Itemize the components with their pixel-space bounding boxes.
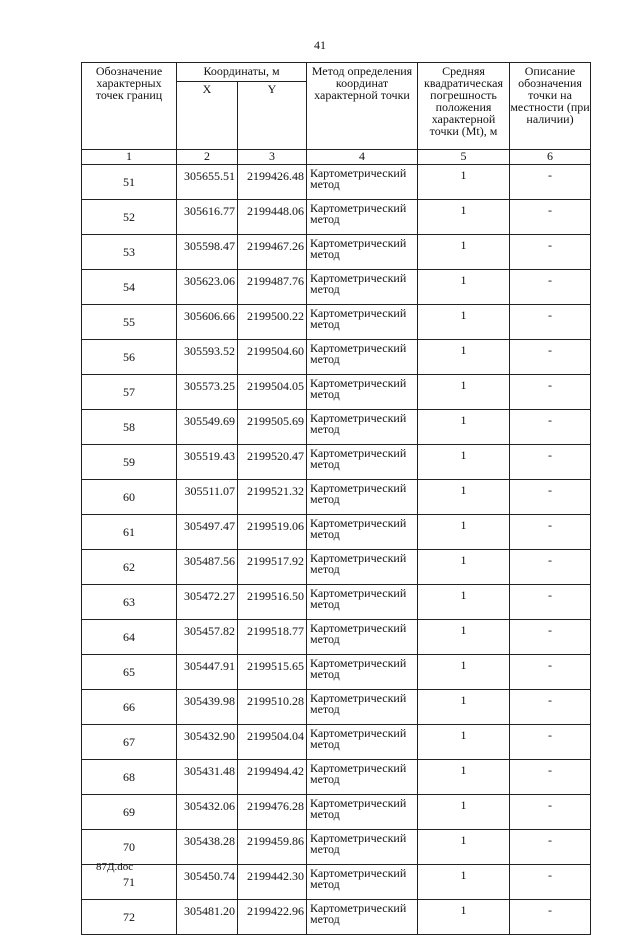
y-coordinate-cell: 2199505.69 — [238, 410, 307, 445]
x-coordinate-cell: 305447.91 — [177, 655, 238, 690]
method-cell: Картометрический метод — [307, 830, 418, 865]
accuracy-cell: 1 — [418, 200, 510, 235]
coordinates-table — [81, 62, 591, 935]
y-coordinate-cell: 2199500.22 — [238, 305, 307, 340]
column-number: 4 — [307, 150, 418, 165]
y-coordinate-cell: 2199476.28 — [238, 795, 307, 830]
accuracy-cell: 1 — [418, 445, 510, 480]
method-cell: Картометрический метод — [307, 340, 418, 375]
point-number-cell: 52 — [82, 200, 177, 235]
header-description: Описание обозначения точки на местности (при наличии) — [510, 63, 591, 150]
description-cell: - — [510, 375, 591, 410]
point-number-cell: 60 — [82, 480, 177, 515]
table-row — [82, 165, 591, 200]
y-coordinate-cell: 2199504.05 — [238, 375, 307, 410]
column-number: 5 — [418, 150, 510, 165]
y-coordinate-cell: 2199516.50 — [238, 585, 307, 620]
method-cell: Картометрический метод — [307, 305, 418, 340]
point-number-cell: 68 — [82, 760, 177, 795]
method-cell: Картометрический метод — [307, 165, 418, 200]
point-number-cell: 61 — [82, 515, 177, 550]
accuracy-cell: 1 — [418, 340, 510, 375]
column-number: 6 — [510, 150, 591, 165]
y-coordinate-cell: 2199426.48 — [238, 165, 307, 200]
accuracy-cell: 1 — [418, 235, 510, 270]
point-number-cell: 63 — [82, 585, 177, 620]
table-row — [82, 865, 591, 900]
y-coordinate-cell: 2199515.65 — [238, 655, 307, 690]
point-number-cell: 62 — [82, 550, 177, 585]
point-number-cell: 64 — [82, 620, 177, 655]
y-coordinate-cell: 2199518.77 — [238, 620, 307, 655]
x-coordinate-cell: 305457.82 — [177, 620, 238, 655]
table-row — [82, 655, 591, 690]
point-number-cell: 57 — [82, 375, 177, 410]
y-coordinate-cell: 2199504.60 — [238, 340, 307, 375]
y-coordinate-cell: 2199521.32 — [238, 480, 307, 515]
column-number: 2 — [177, 150, 238, 165]
table-row — [82, 200, 591, 235]
x-coordinate-cell: 305606.66 — [177, 305, 238, 340]
y-coordinate-cell: 2199494.42 — [238, 760, 307, 795]
x-coordinate-cell: 305432.90 — [177, 725, 238, 760]
method-cell: Картометрический метод — [307, 725, 418, 760]
method-cell: Картометрический метод — [307, 585, 418, 620]
table-row — [82, 690, 591, 725]
description-cell: - — [510, 165, 591, 200]
x-coordinate-cell: 305655.51 — [177, 165, 238, 200]
point-number-cell: 56 — [82, 340, 177, 375]
y-coordinate-cell: 2199448.06 — [238, 200, 307, 235]
x-coordinate-cell: 305439.98 — [177, 690, 238, 725]
x-coordinate-cell: 305438.28 — [177, 830, 238, 865]
point-number-cell: 66 — [82, 690, 177, 725]
accuracy-cell: 1 — [418, 795, 510, 830]
method-cell: Картометрический метод — [307, 375, 418, 410]
header-accuracy: Средняя квадратическая погрешность положения характерной точки (Mt), м — [418, 63, 510, 150]
method-cell: Картометрический метод — [307, 200, 418, 235]
table-row — [82, 410, 591, 445]
accuracy-cell: 1 — [418, 305, 510, 340]
y-coordinate-cell: 2199422.96 — [238, 900, 307, 935]
table-row — [82, 830, 591, 865]
accuracy-cell: 1 — [418, 690, 510, 725]
x-coordinate-cell: 305549.69 — [177, 410, 238, 445]
table-row — [82, 725, 591, 760]
x-coordinate-cell: 305623.06 — [177, 270, 238, 305]
accuracy-cell: 1 — [418, 375, 510, 410]
accuracy-cell: 1 — [418, 725, 510, 760]
accuracy-cell: 1 — [418, 550, 510, 585]
description-cell: - — [510, 305, 591, 340]
description-cell: - — [510, 445, 591, 480]
method-cell: Картометрический метод — [307, 760, 418, 795]
table-row — [82, 760, 591, 795]
description-cell: - — [510, 550, 591, 585]
description-cell: - — [510, 200, 591, 235]
y-coordinate-cell: 2199442.30 — [238, 865, 307, 900]
x-coordinate-cell: 305472.27 — [177, 585, 238, 620]
table-row — [82, 270, 591, 305]
table-row — [82, 515, 591, 550]
method-cell: Картометрический метод — [307, 865, 418, 900]
accuracy-cell: 1 — [418, 865, 510, 900]
y-coordinate-cell: 2199467.26 — [238, 235, 307, 270]
y-coordinate-cell: 2199504.04 — [238, 725, 307, 760]
point-number-cell: 65 — [82, 655, 177, 690]
accuracy-cell: 1 — [418, 620, 510, 655]
description-cell: - — [510, 865, 591, 900]
point-number-cell: 72 — [82, 900, 177, 935]
point-number-cell: 70 — [82, 830, 177, 865]
file-name: 87Д.doc — [96, 861, 134, 873]
y-coordinate-cell: 2199520.47 — [238, 445, 307, 480]
accuracy-cell: 1 — [418, 270, 510, 305]
y-coordinate-cell: 2199517.92 — [238, 550, 307, 585]
y-coordinate-cell: 2199459.86 — [238, 830, 307, 865]
description-cell: - — [510, 760, 591, 795]
x-coordinate-cell: 305497.47 — [177, 515, 238, 550]
description-cell: - — [510, 900, 591, 935]
y-coordinate-cell: 2199510.28 — [238, 690, 307, 725]
accuracy-cell: 1 — [418, 515, 510, 550]
point-number-cell: 51 — [82, 165, 177, 200]
x-coordinate-cell: 305573.25 — [177, 375, 238, 410]
x-coordinate-cell: 305487.56 — [177, 550, 238, 585]
description-cell: - — [510, 585, 591, 620]
header-coordinates: Координаты, м — [177, 63, 307, 82]
table-row — [82, 375, 591, 410]
method-cell: Картометрический метод — [307, 445, 418, 480]
point-number-cell: 54 — [82, 270, 177, 305]
description-cell: - — [510, 655, 591, 690]
table-row — [82, 480, 591, 515]
accuracy-cell: 1 — [418, 480, 510, 515]
accuracy-cell: 1 — [418, 585, 510, 620]
table-row — [82, 550, 591, 585]
method-cell: Картометрический метод — [307, 410, 418, 445]
header-point-designation: Обозначение характерных точек границ — [82, 63, 177, 150]
method-cell: Картометрический метод — [307, 900, 418, 935]
x-coordinate-cell: 305598.47 — [177, 235, 238, 270]
method-cell: Картометрический метод — [307, 655, 418, 690]
description-cell: - — [510, 690, 591, 725]
description-cell: - — [510, 410, 591, 445]
header-x: X — [177, 82, 238, 150]
description-cell: - — [510, 795, 591, 830]
point-number-cell: 58 — [82, 410, 177, 445]
description-cell: - — [510, 515, 591, 550]
accuracy-cell: 1 — [418, 410, 510, 445]
x-coordinate-cell: 305511.07 — [177, 480, 238, 515]
page-number: 41 — [314, 38, 326, 52]
point-number-cell: 55 — [82, 305, 177, 340]
method-cell: Картометрический метод — [307, 515, 418, 550]
x-coordinate-cell: 305450.74 — [177, 865, 238, 900]
table-body — [82, 165, 591, 935]
table-row — [82, 235, 591, 270]
method-cell: Картометрический метод — [307, 795, 418, 830]
method-cell: Картометрический метод — [307, 550, 418, 585]
method-cell: Картометрический метод — [307, 235, 418, 270]
method-cell: Картометрический метод — [307, 620, 418, 655]
x-coordinate-cell: 305431.48 — [177, 760, 238, 795]
method-cell: Картометрический метод — [307, 270, 418, 305]
point-number-cell: 67 — [82, 725, 177, 760]
table-row — [82, 340, 591, 375]
point-number-cell: 71 — [82, 865, 177, 900]
description-cell: - — [510, 235, 591, 270]
accuracy-cell: 1 — [418, 760, 510, 795]
header-method: Метод определения координат характерной точки — [307, 63, 418, 150]
accuracy-cell: 1 — [418, 655, 510, 690]
accuracy-cell: 1 — [418, 830, 510, 865]
y-coordinate-cell: 2199519.06 — [238, 515, 307, 550]
x-coordinate-cell: 305519.43 — [177, 445, 238, 480]
column-number: 3 — [238, 150, 307, 165]
x-coordinate-cell: 305481.20 — [177, 900, 238, 935]
column-number: 1 — [82, 150, 177, 165]
table-row — [82, 305, 591, 340]
description-cell: - — [510, 620, 591, 655]
accuracy-cell: 1 — [418, 900, 510, 935]
description-cell: - — [510, 830, 591, 865]
method-cell: Картометрический метод — [307, 480, 418, 515]
point-number-cell: 69 — [82, 795, 177, 830]
point-number-cell: 59 — [82, 445, 177, 480]
x-coordinate-cell: 305593.52 — [177, 340, 238, 375]
description-cell: - — [510, 340, 591, 375]
table-row — [82, 795, 591, 830]
x-coordinate-cell: 305616.77 — [177, 200, 238, 235]
x-coordinate-cell: 305432.06 — [177, 795, 238, 830]
description-cell: - — [510, 480, 591, 515]
y-coordinate-cell: 2199487.76 — [238, 270, 307, 305]
header-y: Y — [238, 82, 307, 150]
description-cell: - — [510, 725, 591, 760]
table-row — [82, 585, 591, 620]
point-number-cell: 53 — [82, 235, 177, 270]
table-row — [82, 445, 591, 480]
method-cell: Картометрический метод — [307, 690, 418, 725]
description-cell: - — [510, 270, 591, 305]
column-number-row — [82, 150, 591, 165]
accuracy-cell: 1 — [418, 165, 510, 200]
table-row — [82, 620, 591, 655]
